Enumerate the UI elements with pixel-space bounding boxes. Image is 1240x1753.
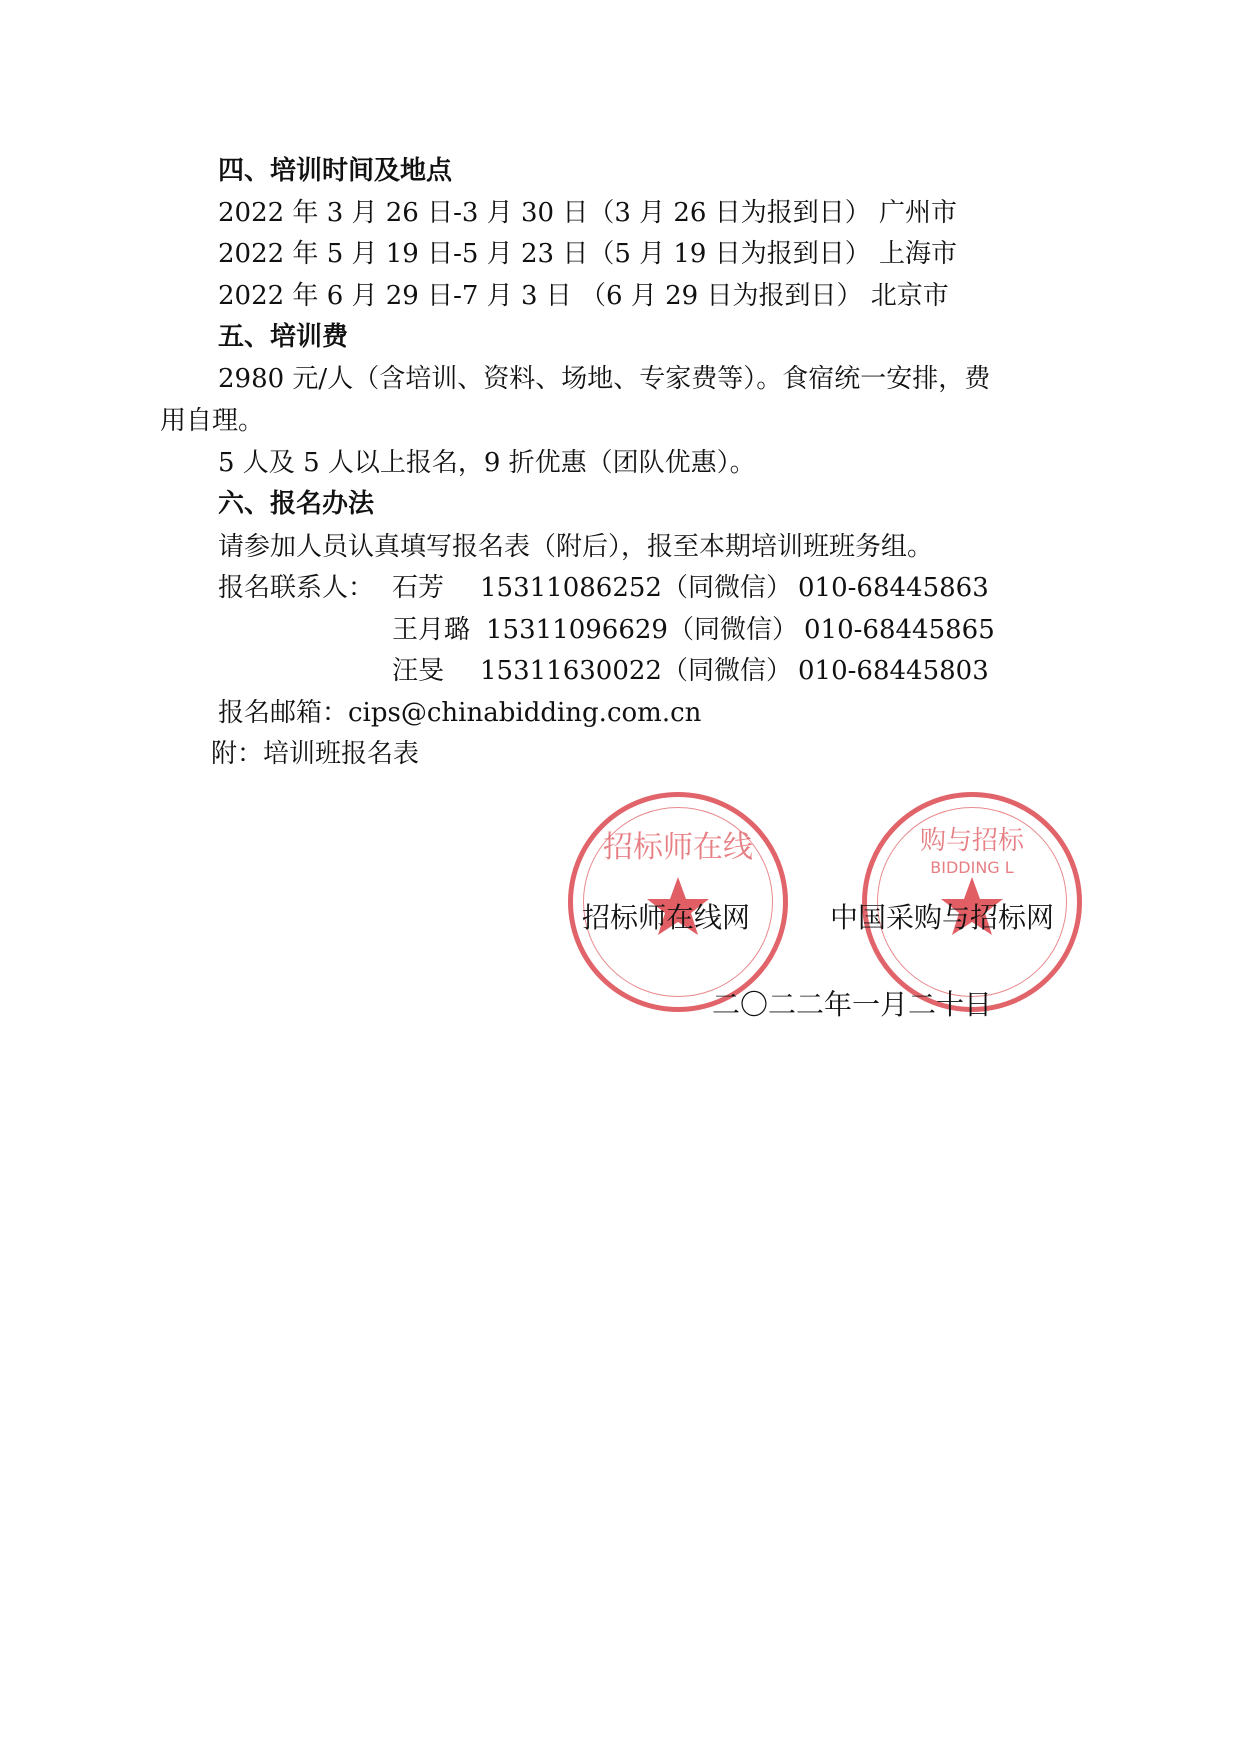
fee-line-2: 用自理。 [160,406,265,436]
contact-mobile: 15311096629（同微信） [486,615,798,645]
section-6-heading: 六、报名办法 [218,489,375,519]
contact-row [218,613,1018,647]
contact-mobile: 15311086252（同微信） [480,573,792,603]
contact-label: 报名联系人： [218,573,375,603]
section-5-heading: 五、培训费 [218,322,349,352]
session-beijing: 2022 年 6 月 29 日-7 月 3 日 （6 月 29 日为报到日） 北京市 [218,281,949,311]
contact-phone: 010-68445803 [798,656,989,686]
contact-phone: 010-68445863 [798,573,989,603]
section-4-heading: 四、培训时间及地点 [218,156,453,186]
signature-org-2: 中国采购与招标网 [830,901,1055,934]
signature-org-1: 招标师在线网 [582,901,751,934]
registration-instruction: 请参加人员认真填写报名表（附后），报至本期培训班班务组。 [218,532,934,562]
signature-date: 二〇二二年一月二十日 [712,988,993,1021]
fee-line-1: 2980 元/人（含培训、资料、场地、专家费等）。食宿统一安排，费 [218,364,991,394]
svg-text:招标师在线: 招标师在线 [603,830,753,865]
svg-text:购与招标: 购与招标 [919,826,1025,856]
contact-name: 石芳 [392,573,445,603]
registration-email: 报名邮箱：cips@chinabidding.com.cn [218,698,702,728]
discount-line: 5 人及 5 人以上报名，9 折优惠（团队优惠）。 [218,448,756,478]
contact-name: 汪旻 [392,656,445,686]
svg-text:BIDDING L: BIDDING L [930,858,1014,877]
attachment-note: 附：培训班报名表 [211,739,420,769]
contact-row [218,654,1018,688]
contact-phone: 010-68445865 [804,615,995,645]
contact-mobile: 15311630022（同微信） [480,656,792,686]
contact-row [218,571,1018,605]
session-shanghai: 2022 年 5 月 19 日-5 月 23 日（5 月 19 日为报到日） 上海市 [218,239,958,269]
session-guangzhou: 2022 年 3 月 26 日-3 月 30 日（3 月 26 日为报到日） 广州市 [218,198,958,228]
contact-name: 王月璐 [392,615,471,645]
